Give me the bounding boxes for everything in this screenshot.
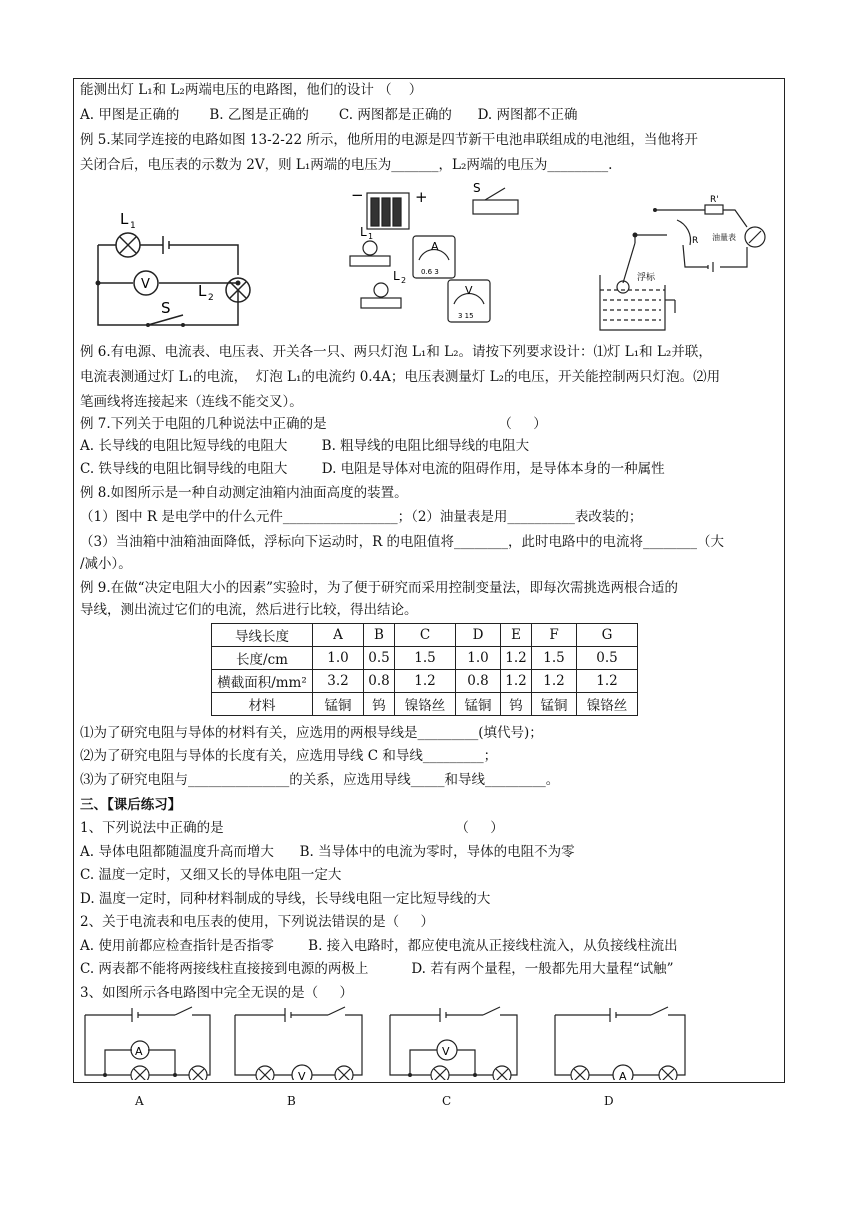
components-figure (345, 178, 535, 338)
text-line: A. 甲图是正确的 B. 乙图是正确的 C. 两图都是正确的 D. 两图都不正确 (80, 107, 578, 123)
oil-gauge-label: 油量表 (712, 233, 736, 242)
text-line: C. 两表都不能将两接线柱直接接到电源的两极上 D. 若有两个量程，一般都先用大量程“试触” (80, 961, 674, 977)
ammeter-label: A (619, 1070, 627, 1080)
oil-gauge-figure (595, 185, 775, 335)
table-row: 长度/cm 1.0 0.5 1.5 1.0 1.2 1.5 0.5 (212, 647, 638, 670)
text-line: 导线，测出流过它们的电流，然后进行比较，得出结论。 (80, 602, 418, 618)
text-line: A. 导体电阻都随温度升高而增大 B. 当导体中的电流为零时，导体的电阻不为零 (80, 844, 575, 860)
text-line: ⑵为了研究电阻与导体的长度有关，应选用导线 C 和导线_________； (80, 748, 498, 764)
svg-text:−: − (351, 186, 364, 204)
option-label-c: C (442, 1094, 452, 1108)
text-line: 3、如图所示各电路图中完全无误的是（ ） (80, 985, 354, 1001)
svg-text:2: 2 (401, 276, 407, 285)
text-line: 电流表测通过灯 L₁的电流， 灯泡 L₁的电流约 0.4A；电压表测量灯 L₂的电压，开关能控制两只灯泡。⑵用 (80, 369, 721, 385)
text-line: C. 铁导线的电阻比铜导线的电阻大 D. 电阻是导体对电流的阻碍作用，是导体本身的一种属性 (80, 461, 665, 477)
svg-text:1: 1 (130, 221, 136, 231)
text-line: C. 温度一定时，又细又长的导体电阻一定大 (80, 867, 342, 883)
svg-text:+: + (415, 188, 428, 206)
voltmeter-label: V (465, 284, 473, 297)
text-line: 例 7.下列关于电阻的几种说法中正确的是 （ ） (80, 416, 547, 432)
text-line: 能测出灯 L₁和 L₂两端电压的电路图，他们的设计 （ ） (80, 82, 423, 98)
ammeter-label: A (135, 1045, 143, 1058)
text-line: 关闭合后，电压表的示数为 2V，则 L₁两端的电压为_______，L₂两端的电压为_________. (80, 157, 613, 173)
svg-text:S: S (473, 181, 481, 195)
svg-text:R: R (692, 236, 699, 246)
text-line: 例 6.有电源、电流表、电压表、开关各一只、两只灯泡 L₁和 L₂。请按下列要求设计：⑴灯 L₁和 L₂并联， (80, 344, 712, 360)
svg-text:R': R' (710, 195, 719, 205)
voltmeter-label: V (141, 277, 150, 292)
option-label-d: D (604, 1094, 614, 1108)
text-line: 例 9.在做“决定电阻大小的因素”实验时，为了便于研究而采用控制变量法，即每次需挑选两根合适的 (80, 580, 678, 596)
table-row: 材料 锰铜 钨 镍铬丝 锰铜 钨 锰铜 镍铬丝 (212, 693, 638, 716)
text-line: A. 长导线的电阻比短导线的电阻大 B. 粗导线的电阻比细导线的电阻大 (80, 438, 530, 454)
text-line: ⑶为了研究电阻与_______________的关系，应选用导线_____和导线_________。 (80, 772, 560, 788)
table-row: 横截面积/mm² 3.2 0.8 1.2 0.8 1.2 1.2 1.2 (212, 670, 638, 693)
option-label-b: B (287, 1094, 296, 1108)
switch-label: S (161, 299, 171, 317)
text-line: （1）图中 R 是电学中的什么元件_________________；（2）油量表是用__________表改装的； (80, 509, 643, 525)
section-heading: 三、【课后练习】 (80, 797, 182, 813)
text-line: D. 温度一定时，同种材料制成的导线，长导线电阻一定比短导线的大 (80, 891, 491, 907)
text-line: 例 8.如图所示是一种自动测定油箱内油面高度的装置。 (80, 485, 408, 501)
svg-text:浮标: 浮标 (637, 273, 656, 283)
circuit-figure-1 (88, 200, 258, 332)
wire-table (211, 623, 638, 716)
text-line: ⑴为了研究电阻与导体的材料有关，应选用的两根导线是_________(填代号)； (80, 725, 543, 741)
svg-text:L: L (360, 225, 367, 239)
text-line: 笔画线将连接起来（连线不能交叉）。 (80, 394, 303, 410)
option-label-a: A (135, 1094, 144, 1108)
text-line: 例 5.某同学连接的电路如图 13-2-22 所示，他所用的电源是四节新干电池串联组成的电池组，当他将开 (80, 132, 698, 148)
text-line: /减小）。 (80, 556, 132, 572)
ammeter-label: A (431, 240, 439, 253)
voltmeter-label: V (298, 1070, 306, 1080)
text-line: 1、下列说法中正确的是 （ ） (80, 820, 504, 836)
text-line: 2、关于电流表和电压表的使用，下列说法错误的是（ ） (80, 914, 435, 930)
circuit-options (80, 1005, 770, 1080)
text-line: A. 使用前都应检查指针是否指零 B. 接入电路时，都应使电流从正接线柱流入，从负接线柱流出 (80, 938, 678, 954)
svg-text:0.6 3: 0.6 3 (421, 268, 439, 276)
label-L1: L (120, 210, 129, 228)
svg-text:1: 1 (368, 232, 374, 241)
label-L2: L (198, 282, 207, 300)
svg-text:3 15: 3 15 (458, 312, 474, 320)
voltmeter-label: V (442, 1045, 450, 1058)
table-header-row: 导线长度 A B C D E F G (212, 624, 638, 647)
svg-text:L: L (393, 269, 400, 283)
text-line: （3）当油箱中油箱油面降低，浮标向下运动时，R 的电阻值将________，此时电路中的电流将________（大 (80, 534, 725, 550)
svg-text:2: 2 (208, 293, 214, 303)
